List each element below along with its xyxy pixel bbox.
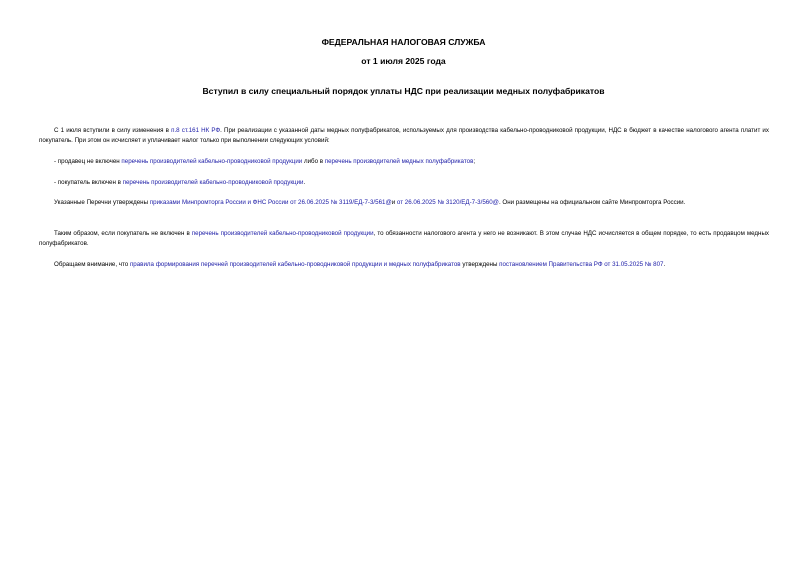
- link-government-resolution-807[interactable]: постановлением Правительства РФ от 31.05.2025 № 807: [499, 261, 664, 268]
- text: , то обязанности налогового агента у него не возникают. В этом случае НДС исчисляется в общем порядке, то есть продавцом медных полуфабрикатов.: [39, 230, 769, 247]
- link-copper-producers-list[interactable]: перечень производителей медных полуфабрикатов: [324, 158, 474, 165]
- text: утверждены: [460, 261, 500, 268]
- link-order-3120[interactable]: от 26.06.2025 № 3120/ЕД-7-3/560@: [396, 199, 499, 206]
- text: .: [663, 261, 666, 268]
- paragraph-intro: [39, 126, 769, 146]
- text: . Они размещены на официальном сайте Минпромторга России.: [498, 199, 686, 206]
- text: и: [391, 199, 397, 206]
- paragraph-note: [39, 260, 769, 270]
- paragraph-buyer-condition: [39, 178, 769, 188]
- link-cable-producers-list[interactable]: перечень производителей кабельно-проводниковой продукции: [122, 179, 304, 186]
- text: ;: [473, 158, 476, 165]
- text: Указанные Перечни утверждены: [54, 199, 150, 206]
- link-order-3119[interactable]: приказами Минпромторга России и ФНС России от 26.06.2025 № 3119/ЕД-7-3/561@: [149, 199, 392, 206]
- link-tax-code-article[interactable]: п.8 ст.161 НК РФ: [171, 127, 221, 134]
- text: - продавец не включен: [54, 158, 122, 165]
- link-list-rules[interactable]: правила формирования перечней производителей кабельно-проводниковой продукции и медных полуфабрикатов: [129, 261, 461, 268]
- document-title: Вступил в силу специальный порядок уплаты НДС при реализации медных полуфабрикатов: [202, 86, 605, 96]
- paragraph-lists-approved: [39, 198, 769, 208]
- text: С 1 июля вступили в силу изменения в: [54, 127, 172, 134]
- text: . При реализации с указанной даты медных полуфабрикатов, используемых для производства кабельно-проводниковой продукции, НДС в бюджет в качестве налогового агента платит их покупатель. При этом он исчисляет и уплачивает налог только при выполнении следующих условий:: [39, 127, 769, 144]
- paragraph-conclusion: [39, 229, 769, 249]
- text: либо в: [302, 158, 325, 165]
- text: Таким образом, если покупатель не включен в: [54, 230, 192, 237]
- paragraph-seller-condition: [39, 157, 769, 167]
- document-date: от 1 июля 2025 года: [361, 56, 446, 66]
- agency-name: ФЕДЕРАЛЬНАЯ НАЛОГОВАЯ СЛУЖБА: [321, 37, 486, 47]
- text: Обращаем внимание, что: [54, 261, 130, 268]
- text: .: [303, 179, 306, 186]
- link-cable-producers-list[interactable]: перечень производителей кабельно-проводниковой продукции: [121, 158, 303, 165]
- link-cable-producers-list[interactable]: перечень производителей кабельно-проводниковой продукции: [191, 230, 374, 237]
- text: - покупатель включен в: [54, 179, 123, 186]
